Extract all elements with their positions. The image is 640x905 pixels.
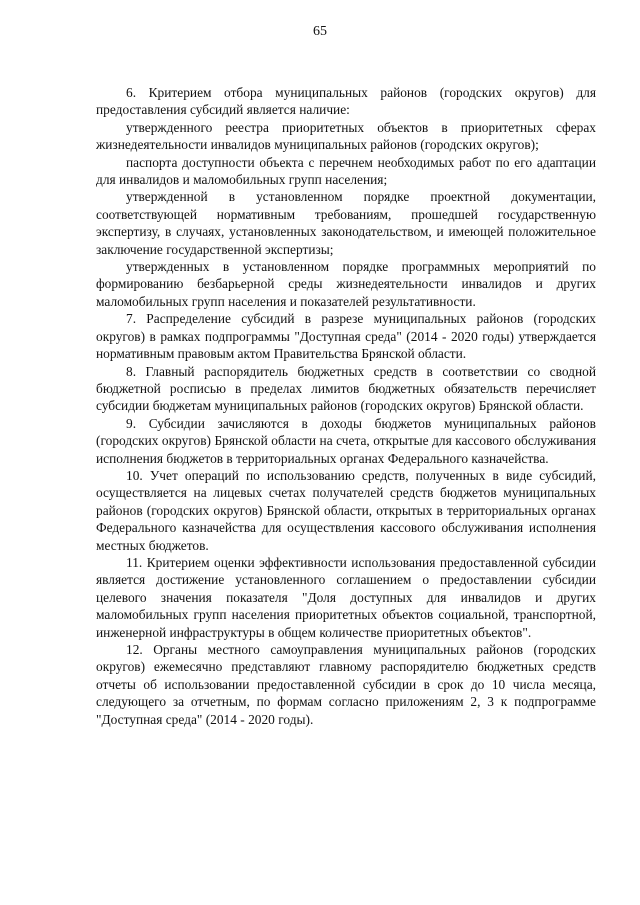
paragraph-11: 11. Критерием оценки эффективности использования предоставленной субсидии является достижение установленного соглашением о предоставлении субсидии целевого значения показателя "Доля доступных для инвалидов и других маломобильных групп населения приоритетных объектов социальной, транспортной, инженерной инфраструктуры в общем количестве приоритетных объектов". — [96, 554, 596, 640]
paragraph-9: 9. Субсидии зачисляются в доходы бюджетов муниципальных районов (городских округов) Брянской области на счета, открытые для кассового обслуживания исполнения бюджетов в территориальных органах Федерального казначейства. — [96, 415, 596, 466]
paragraph-6-item-passport: паспорта доступности объекта с перечнем необходимых работ по его адаптации для инвалидов и маломобильных групп населения; — [96, 154, 596, 188]
paragraph-8: 8. Главный распорядитель бюджетных средств в соответствии со сводной бюджетной росписью в пределах лимитов бюджетных обязательств перечисляет субсидии бюджетам муниципальных районов (городских округов) Брянской области. — [96, 363, 596, 414]
paragraph-6-item-documentation: утвержденной в установленном порядке проектной документации, соответствующей нормативным требованиям, прошедшей государственную экспертизу, в случаях, установленных законодательством, и имеющей положительное заключение государственной экспертизы; — [96, 189, 596, 257]
paragraph-6: 6. Критерием отбора муниципальных районов (городских округов) для предоставления субсидий является наличие: — [96, 85, 596, 118]
paragraph-7: 7. Распределение субсидий в разрезе муниципальных районов (городских округов) в рамках подпрограммы "Доступная среда" (2014 - 2020 годы) утверждается нормативным правовым актом Правительства Брянской области. — [96, 311, 596, 362]
paragraph-6-item-measures: утвержденных в установленном порядке программных мероприятий по формированию безбарьерной среды жизнедеятельности инвалидов и других маломобильных групп населения и показателей результативности. — [96, 259, 596, 309]
paragraph-12: 12. Органы местного самоуправления муниципальных районов (городских округов) ежемесячно представляют главному распорядителю бюджетных средств отчеты об использовании предоставленной субсидии в срок до 10 числа месяца, следующего за отчетным, по формам согласно приложениям 2, 3 к подпрограмме "Доступная среда" (2014 - 2020 годы). — [96, 642, 596, 727]
paragraph-6-item-registry: утвержденного реестра приоритетных объектов в приоритетных сферах жизнедеятельности инвалидов муниципальных районов (городских округов); — [96, 119, 596, 153]
page-number: 65 — [313, 24, 327, 39]
document-body — [96, 84, 596, 728]
paragraph-10: 10. Учет операций по использованию средств, полученных в виде субсидий, осуществляется на лицевых счетах получателей средств бюджетов муниципальных районов (городских округов) Брянской области, открытых в территориальных органах Федерального казначейства для осуществления кассового обслуживания исполнения местных бюджетов. — [96, 467, 596, 553]
